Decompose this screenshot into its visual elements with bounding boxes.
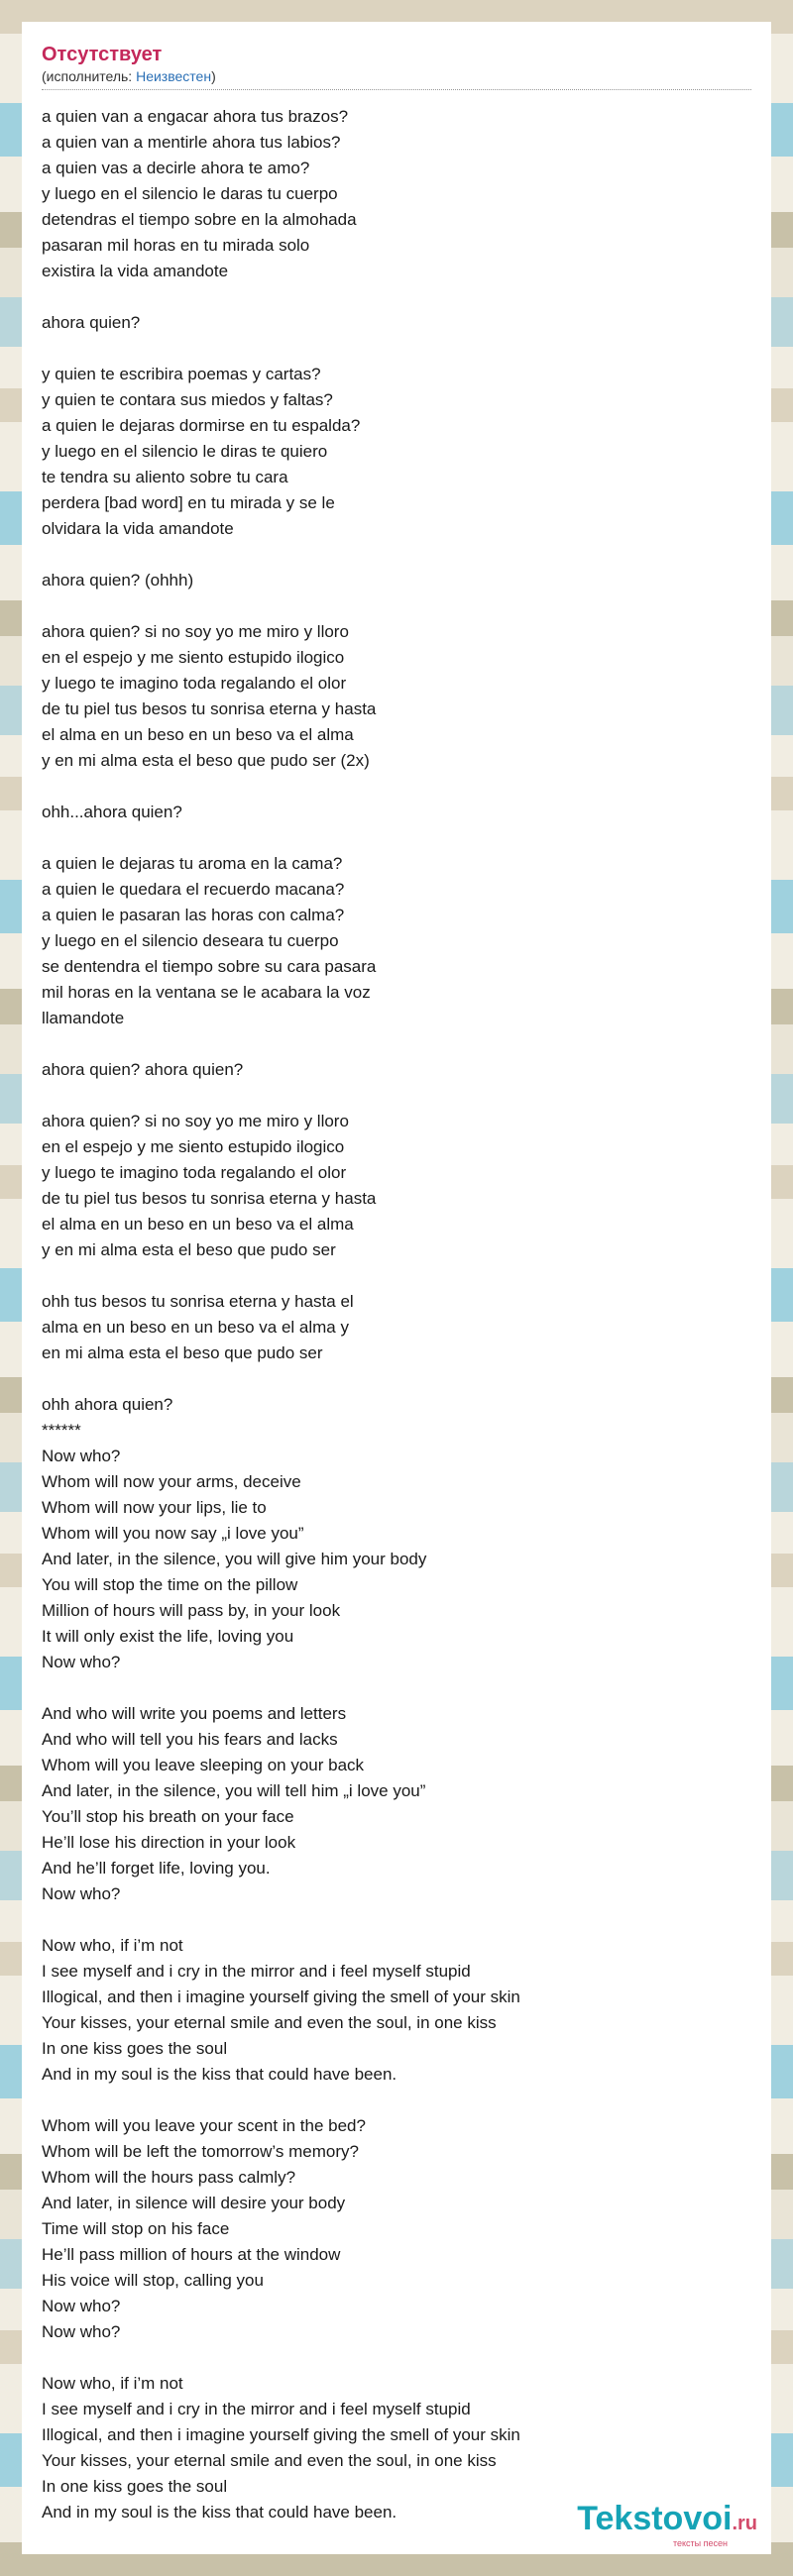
lyric-line: And who will tell you his fears and lacks (42, 1730, 338, 1749)
lyric-line: Million of hours will pass by, in your look (42, 1601, 341, 1620)
lyric-line: existira la vida amandote (42, 262, 229, 280)
lyric-line: pasaran mil horas en tu mirada solo (42, 236, 310, 255)
lyric-line: Now who? (42, 2322, 121, 2341)
lyric-line: Now who? (42, 1884, 121, 1903)
lyric-line: Whom will you leave sleeping on your back (42, 1756, 365, 1774)
lyric-line: ahora quien? si no soy yo me miro y lloro (42, 1112, 349, 1130)
lyric-line: ahora quien? (42, 313, 141, 332)
lyric-line: el alma en un beso en un beso va el alma (42, 725, 354, 744)
lyric-line (42, 593, 751, 619)
song-title: Отсутствует (42, 44, 163, 65)
lyric-line: llamandote (42, 1009, 125, 1027)
lyric-line: ahora quien? si no soy yo me miro y lloro (42, 622, 349, 641)
lyric-line: And he’ll forget life, loving you. (42, 1859, 271, 1878)
lyric-line: y quien te contara sus miedos y faltas? (42, 390, 333, 409)
lyric-line (42, 1366, 751, 1392)
lyric-line: ahora quien? (ohhh) (42, 571, 194, 590)
lyric-line (42, 284, 751, 310)
lyric-line: Now who? (42, 2297, 121, 2315)
lyric-line: Whom will be left the tomorrow’s memory? (42, 2142, 359, 2161)
lyric-line: You’ll stop his breath on your face (42, 1807, 294, 1826)
logo-tld: .ru (732, 2513, 757, 2534)
lyric-line: Your kisses, your eternal smile and even the soul, in one kiss (42, 2013, 497, 2032)
logo-tagline: тексты песен (672, 2538, 728, 2548)
lyric-line: a quien le dejaras tu aroma en la cama? (42, 854, 343, 873)
artist-link[interactable]: Неизвестен (136, 68, 212, 84)
lyric-line: de tu piel tus besos tu sonrisa eterna y hasta (42, 1189, 377, 1208)
lyric-line: a quien vas a decirle ahora te amo? (42, 159, 310, 177)
lyric-line: y luego en el silencio le diras te quiero (42, 442, 328, 461)
lyric-line: detendras el tiempo sobre en la almohada (42, 210, 357, 229)
lyric-line: olvidara la vida amandote (42, 519, 234, 538)
lyric-line: I see myself and i cry in the mirror and i feel myself stupid (42, 2400, 471, 2418)
lyric-line: It will only exist the life, loving you (42, 1627, 294, 1646)
lyric-line: a quien le quedara el recuerdo macana? (42, 880, 345, 899)
lyric-line (42, 774, 751, 800)
lyric-line (42, 1083, 751, 1109)
lyric-line: y luego te imagino toda regalando el olor (42, 1163, 347, 1182)
lyric-line: te tendra su aliento sobre tu cara (42, 468, 288, 486)
lyric-line: perdera [bad word] en tu mirada y se le (42, 493, 335, 512)
lyric-line (42, 825, 751, 851)
lyric-line: I see myself and i cry in the mirror and i feel myself stupid (42, 1962, 471, 1981)
lyric-line: a quien le dejaras dormirse en tu espalda? (42, 416, 361, 435)
lyric-line: y luego en el silencio le daras tu cuerpo (42, 184, 338, 203)
lyric-line: In one kiss goes the soul (42, 2039, 228, 2058)
lyric-line: y luego en el silencio deseara tu cuerpo (42, 931, 339, 950)
lyric-line: a quien le pasaran las horas con calma? (42, 906, 345, 924)
lyric-line: ohh tus besos tu sonrisa eterna y hasta el (42, 1292, 354, 1311)
lyric-line: ahora quien? ahora quien? (42, 1060, 244, 1079)
lyric-line: Now who, if i’m not (42, 1936, 183, 1955)
artist-line (42, 67, 751, 90)
lyric-line (42, 2088, 751, 2113)
lyric-line (42, 1263, 751, 1289)
lyric-line: y en mi alma esta el beso que pudo ser (42, 1240, 336, 1259)
lyric-line: Whom will you leave your scent in the bed? (42, 2116, 366, 2135)
lyric-line: Now who, if i’m not (42, 2374, 183, 2393)
lyric-line: se dentendra el tiempo sobre su cara pasara (42, 957, 377, 976)
lyric-line: And who will write you poems and letters (42, 1704, 347, 1723)
lyric-line: Whom will now your arms, deceive (42, 1472, 301, 1491)
lyric-line: And later, in the silence, you will give him your body (42, 1550, 427, 1568)
logo-main-text: Tekstovoi (577, 2500, 733, 2537)
lyric-line: And later, in the silence, you will tell him „i love you” (42, 1781, 426, 1800)
lyric-line: Illogical, and then i imagine yourself giving the smell of your skin (42, 1987, 520, 2006)
lyric-line: He’ll lose his direction in your look (42, 1833, 296, 1852)
lyric-line (42, 2345, 751, 2371)
lyric-line: mil horas en la ventana se le acabara la voz (42, 983, 371, 1002)
lyric-line: In one kiss goes the soul (42, 2477, 228, 2496)
lyric-line: y en mi alma esta el beso que pudo ser (2x) (42, 751, 370, 770)
lyric-line: And later, in silence will desire your body (42, 2194, 346, 2212)
lyric-line: And in my soul is the kiss that could have been. (42, 2065, 397, 2084)
lyric-line: a quien van a mentirle ahora tus labios? (42, 133, 341, 152)
lyric-line: y luego te imagino toda regalando el olor (42, 674, 347, 693)
lyric-line (42, 1031, 751, 1057)
lyric-line: ****** (42, 1421, 81, 1440)
lyric-line: You will stop the time on the pillow (42, 1575, 298, 1594)
lyric-line: Illogical, and then i imagine yourself giving the smell of your skin (42, 2425, 520, 2444)
lyric-line: Now who? (42, 1447, 121, 1465)
lyric-line (42, 1907, 751, 1933)
lyrics-text (42, 104, 751, 2525)
lyric-line (42, 542, 751, 568)
lyric-line: en el espejo y me siento estupido ilogico (42, 648, 345, 667)
lyric-line: en el espejo y me siento estupido ilogico (42, 1137, 345, 1156)
lyric-line: Now who? (42, 1653, 121, 1671)
lyrics-card (22, 22, 771, 2554)
lyric-line: Whom will you now say „i love you” (42, 1524, 304, 1543)
site-logo[interactable] (577, 2502, 757, 2548)
lyric-line: a quien van a engacar ahora tus brazos? (42, 107, 349, 126)
lyric-line (42, 1675, 751, 1701)
lyric-line: alma en un beso en un beso va el alma y (42, 1318, 349, 1337)
lyric-line: His voice will stop, calling you (42, 2271, 264, 2290)
lyric-line: en mi alma esta el beso que pudo ser (42, 1343, 323, 1362)
lyric-line: Whom will now your lips, lie to (42, 1498, 267, 1517)
lyric-line: de tu piel tus besos tu sonrisa eterna y hasta (42, 699, 377, 718)
logo-wordmark (577, 2502, 757, 2540)
artist-prefix: (исполнитель: (42, 68, 137, 84)
lyric-line: ohh...ahora quien? (42, 803, 182, 821)
lyric-line: Whom will the hours pass calmly? (42, 2168, 296, 2187)
lyric-line: el alma en un beso en un beso va el alma (42, 1215, 354, 1234)
lyric-line: ohh ahora quien? (42, 1395, 173, 1414)
lyric-line: Time will stop on his face (42, 2219, 230, 2238)
lyric-line: And in my soul is the kiss that could have been. (42, 2503, 397, 2522)
lyric-line (42, 336, 751, 362)
artist-suffix: ) (211, 68, 216, 84)
lyric-line: He’ll pass million of hours at the window (42, 2245, 341, 2264)
lyric-line: y quien te escribira poemas y cartas? (42, 365, 321, 383)
lyric-line: Your kisses, your eternal smile and even the soul, in one kiss (42, 2451, 497, 2470)
